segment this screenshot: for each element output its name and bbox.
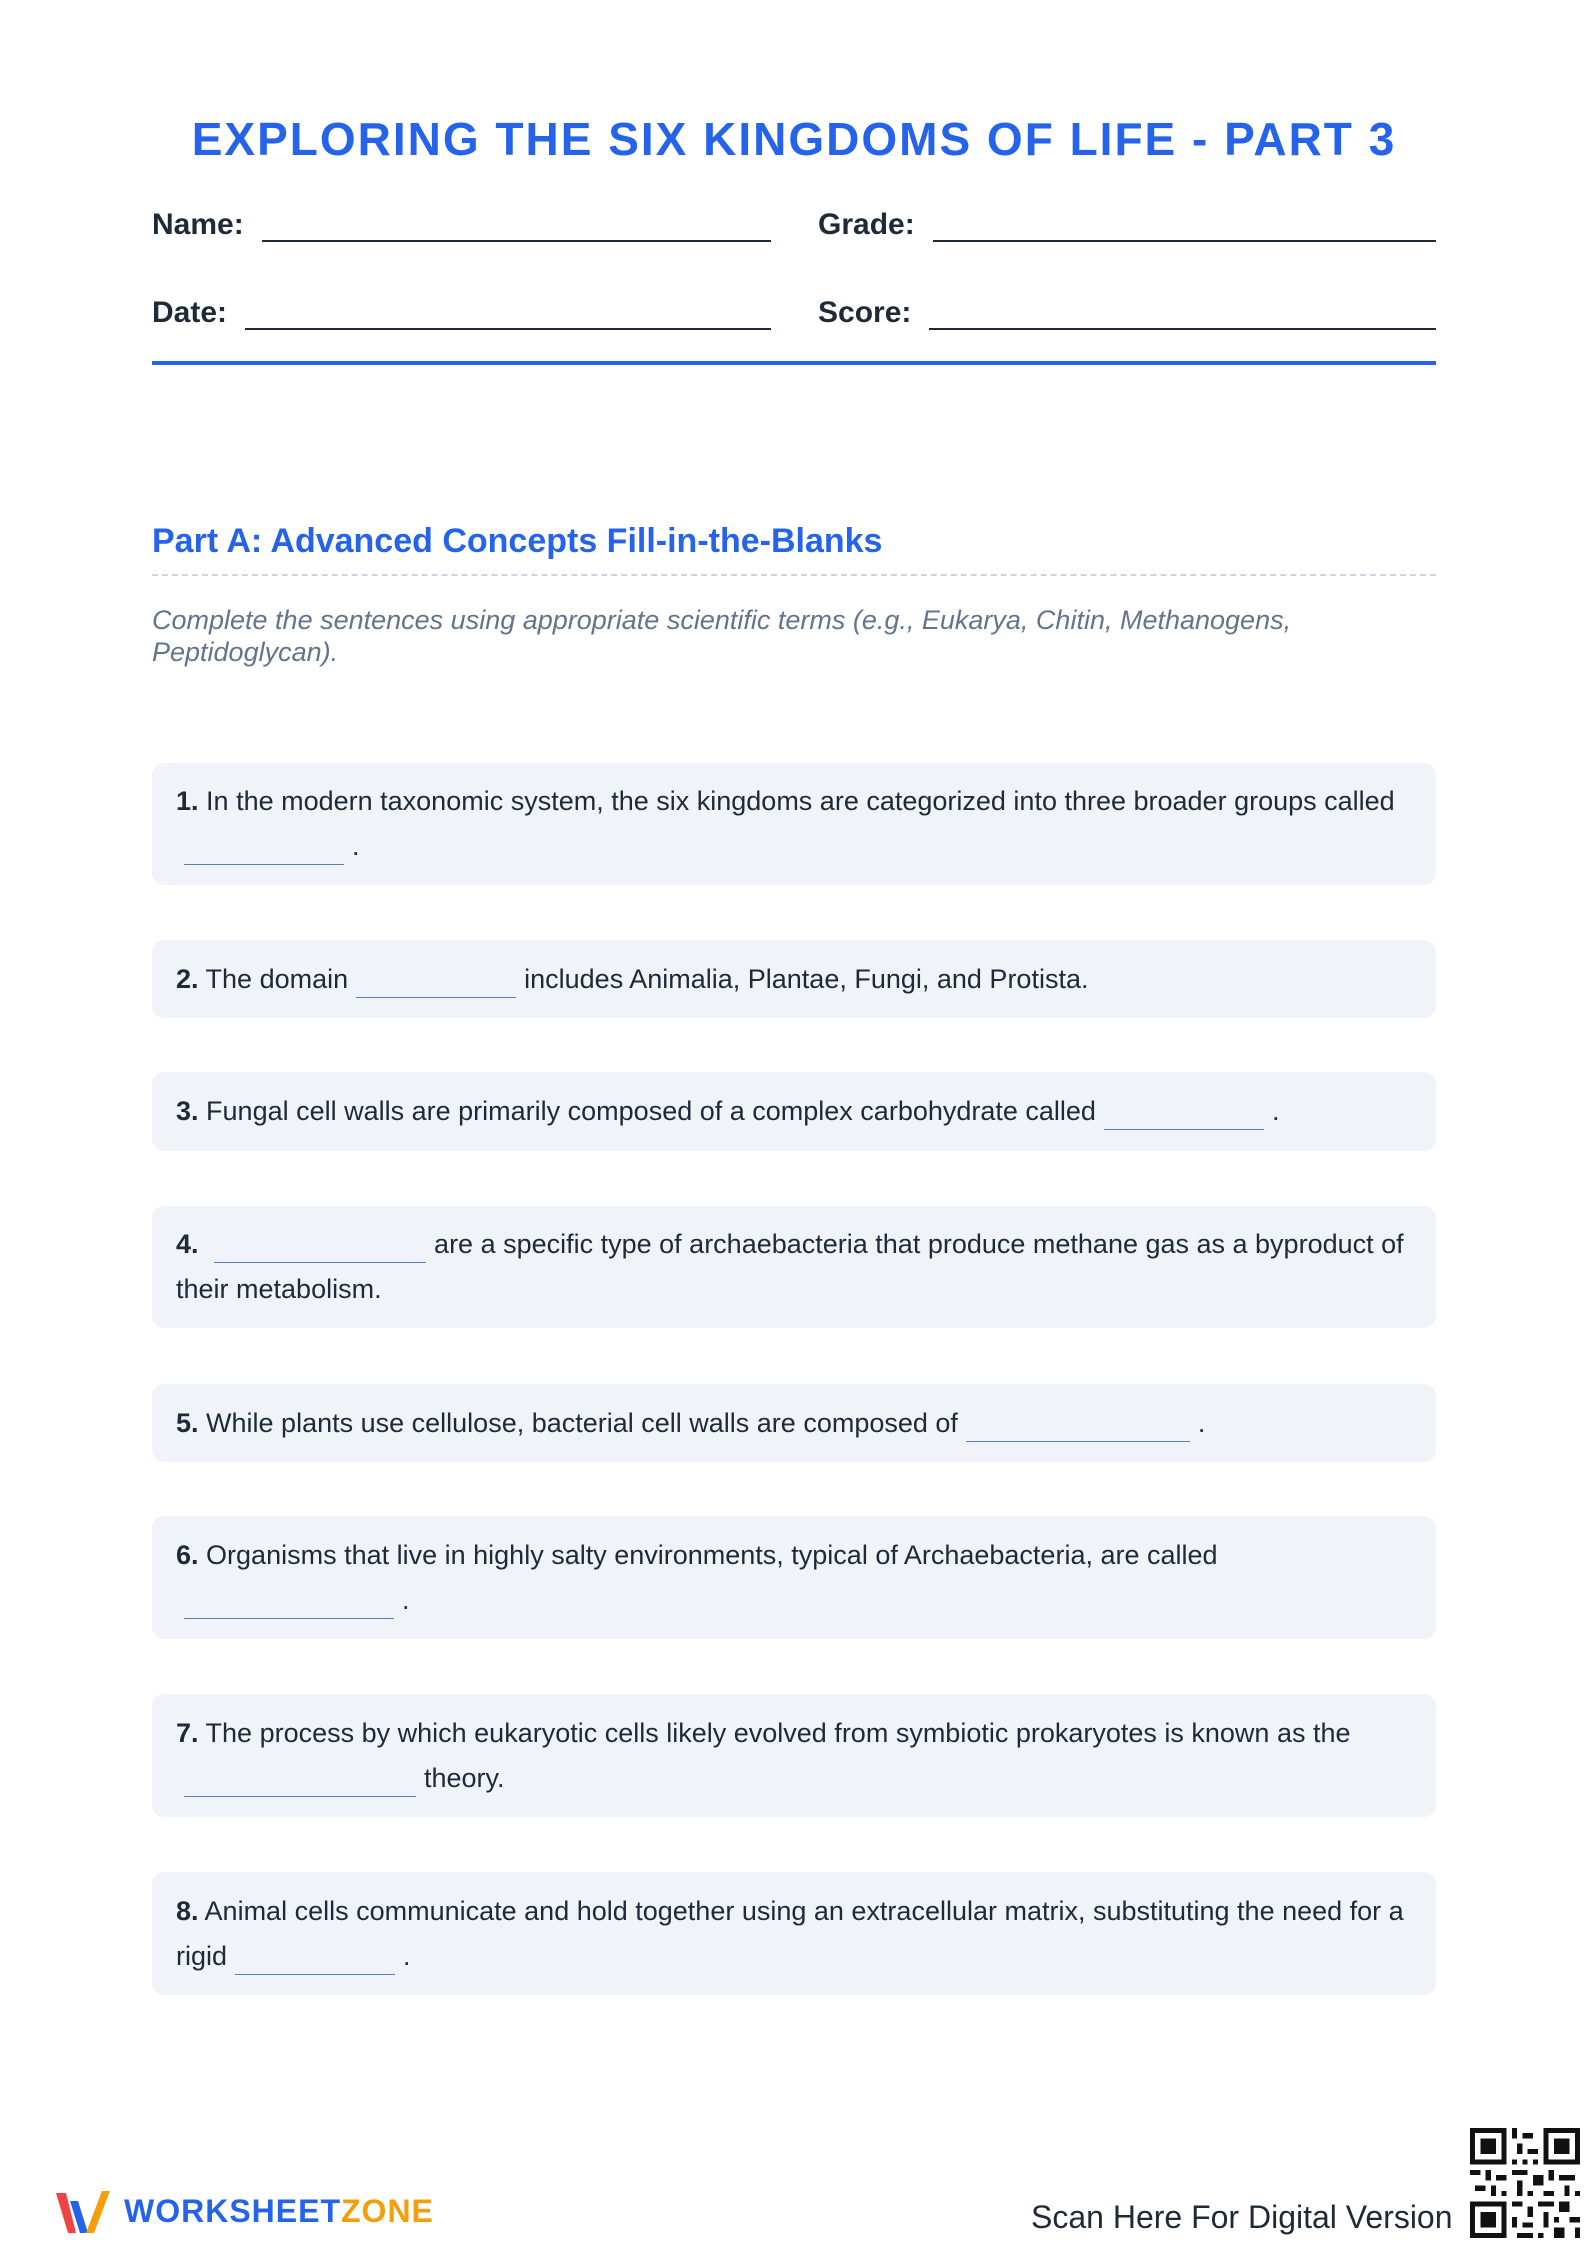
question-card [152, 1072, 1436, 1151]
answer-blank[interactable] [235, 1943, 395, 1975]
scan-instruction: Scan Here For Digital Version [1031, 2199, 1453, 2235]
qr-code-icon[interactable] [1470, 2128, 1580, 2238]
question-text-before: While plants use cellulose, bacterial cell walls are composed of [206, 1407, 958, 1438]
question-card [152, 1516, 1436, 1639]
date-line[interactable] [245, 290, 771, 330]
section-divider [152, 574, 1436, 576]
question-text [176, 1711, 1412, 1801]
answer-blank[interactable] [214, 1231, 426, 1263]
question-number: 3. [176, 1096, 199, 1126]
question-text [176, 1401, 1205, 1446]
question-number: 1. [176, 786, 199, 816]
question-text-after: are a specific type of archaebacteria that produce methane gas as a byproduct of their metabolism. [176, 1229, 1404, 1304]
answer-blank[interactable] [184, 1587, 394, 1619]
answer-blank[interactable] [184, 833, 344, 865]
question-card [152, 940, 1436, 1018]
score-label: Score: [818, 296, 912, 329]
worksheetzone-logo-icon [52, 2183, 112, 2239]
question-text-after: . [352, 831, 360, 861]
logo-word-zone: ZONE [341, 2192, 434, 2229]
score-field [818, 286, 1436, 330]
question-text-before: Organisms that live in highly salty environments, typical of Archaebacteria, are called [206, 1539, 1218, 1570]
question-text [176, 1222, 1412, 1312]
section-instructions: Complete the sentences using appropriate scientific terms (e.g., Eukarya, Chitin, Methanogens, Peptidoglycan). [152, 605, 1292, 667]
question-text-after: includes Animalia, Plantae, Fungi, and Protista. [524, 963, 1089, 994]
question-text [176, 1089, 1279, 1134]
question-number: 8. [176, 1895, 199, 1926]
date-field [152, 286, 771, 330]
question-text-after: . [403, 1940, 411, 1971]
question-number: 6. [176, 1539, 199, 1570]
question-number: 2. [176, 963, 199, 994]
question-card [152, 1694, 1436, 1817]
question-text-after: . [1197, 1407, 1206, 1438]
question-text-before: In the modern taxonomic system, the six kingdoms are categorized into three broader groups called [206, 786, 1395, 816]
question-card [152, 763, 1436, 885]
question-card [152, 1384, 1436, 1462]
question-text-after: theory. [424, 1762, 505, 1793]
question-text-before: The domain [205, 963, 349, 994]
answer-blank[interactable] [966, 1410, 1190, 1442]
logo-text [124, 2193, 434, 2230]
question-text [176, 957, 1088, 1002]
page-title: EXPLORING THE SIX KINGDOMS OF LIFE - PART 3 [191, 113, 1397, 165]
header-divider [152, 361, 1436, 365]
grade-label: Grade: [818, 208, 915, 241]
logo-word-worksheet: WORKSHEET [124, 2192, 341, 2229]
name-line[interactable] [262, 202, 771, 242]
worksheetzone-logo[interactable] [52, 2183, 434, 2239]
question-number: 7. [176, 1717, 199, 1748]
question-number: 4. [176, 1229, 199, 1259]
grade-field [818, 198, 1436, 242]
date-label: Date: [152, 296, 228, 329]
question-text [176, 779, 1412, 869]
question-text [176, 1889, 1412, 1979]
question-text-after: . [402, 1584, 410, 1615]
question-text-before: The process by which eukaryotic cells likely evolved from symbiotic prokaryotes is known as the [205, 1717, 1351, 1748]
section-title: Part A: Advanced Concepts Fill-in-the-Blanks [152, 522, 883, 560]
name-field [152, 198, 771, 242]
answer-blank[interactable] [184, 1765, 416, 1797]
question-card [152, 1872, 1436, 1995]
answer-blank[interactable] [356, 966, 516, 998]
name-label: Name: [152, 208, 244, 241]
question-card [152, 1206, 1436, 1328]
question-number: 5. [176, 1407, 199, 1438]
grade-line[interactable] [933, 202, 1436, 242]
answer-blank[interactable] [1104, 1098, 1264, 1130]
question-text-after: . [1271, 1096, 1280, 1126]
question-text-before: Animal cells communicate and hold together using an extracellular matrix, substituting the need for a rigid [176, 1895, 1404, 1971]
question-text [176, 1533, 1412, 1623]
score-line[interactable] [929, 290, 1436, 330]
question-text-before: Fungal cell walls are primarily composed of a complex carbohydrate called [206, 1096, 1096, 1126]
